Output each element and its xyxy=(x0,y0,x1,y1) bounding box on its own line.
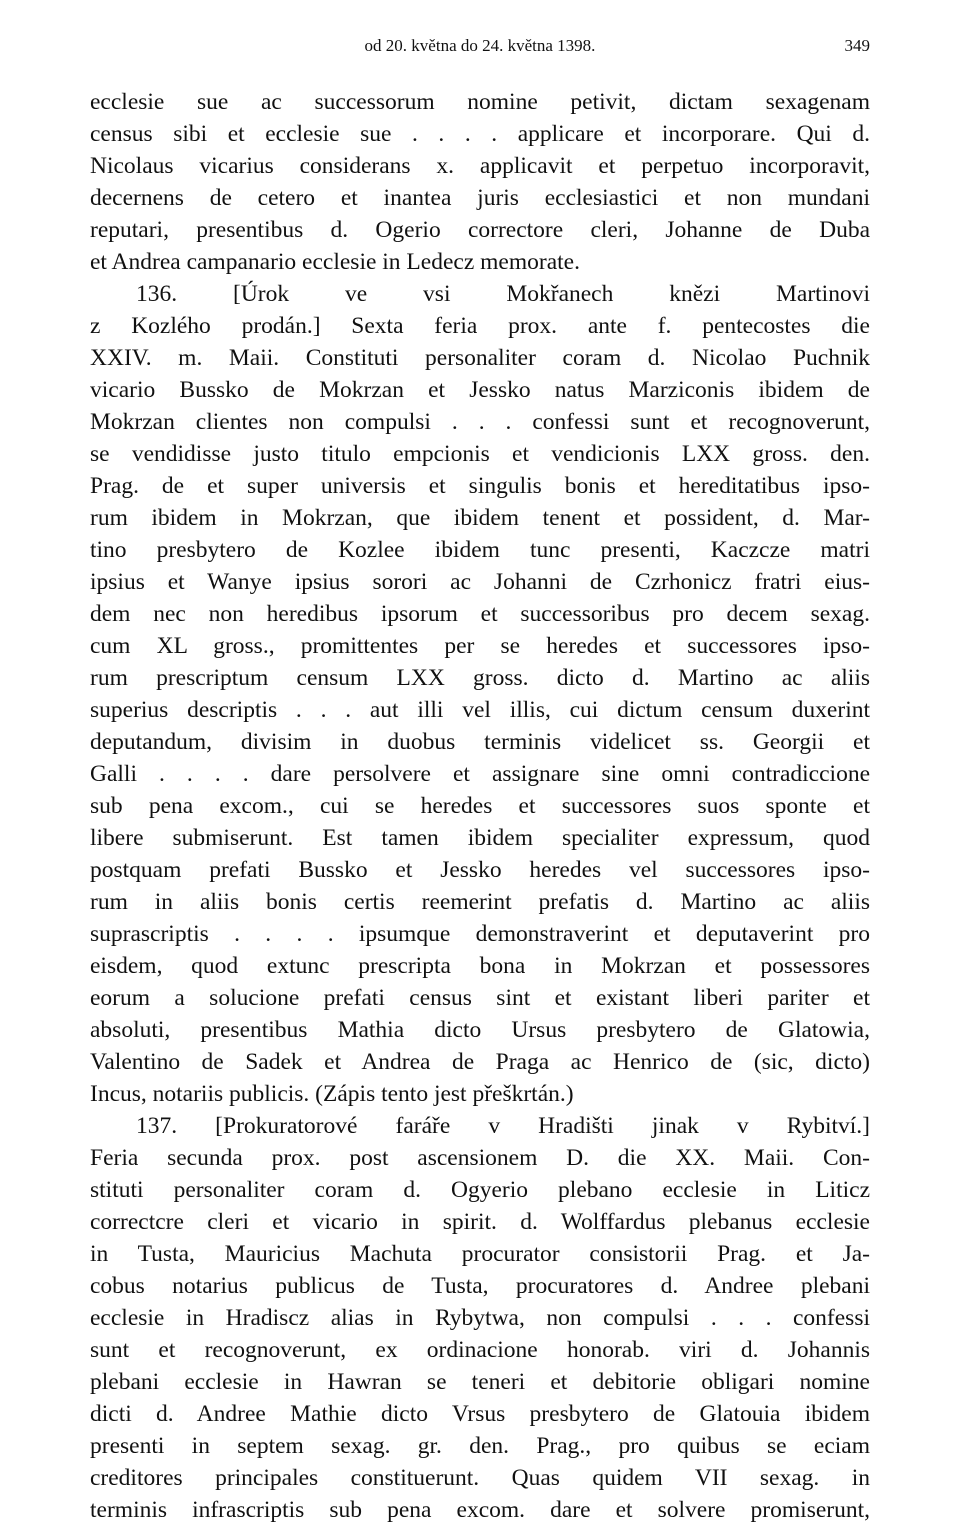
text-line: terminis infrascriptis sub pena excom. dare et solvere promiserunt, xyxy=(90,1497,870,1523)
text-line: rum ibidem in Mokrzan, que ibidem tenent et possident, d. Mar- xyxy=(90,505,870,531)
text-line: cum XL gross., promittentes per se heredes et successores ipso- xyxy=(90,633,870,659)
text-line: census sibi et ecclesie sue . . . . applicare et incorporare. Qui d. xyxy=(90,121,870,147)
text-line: dicti d. Andree Mathie dicto Vrsus presbytero de Glatouia ibidem xyxy=(90,1401,870,1427)
text-line: Galli . . . . dare persolvere et assignare sine omni contradiccione xyxy=(90,761,870,787)
text-line: deputandum, divisim in duobus terminis videlicet ss. Georgii et xyxy=(90,729,870,755)
text-line: correctcre cleri et vicario in spirit. d. Wolffardus plebanus ecclesie xyxy=(90,1209,870,1235)
text-line: plebani ecclesie in Hawran se teneri et debitorie obligari nomine xyxy=(90,1369,870,1395)
text-line: superius descriptis . . . aut illi vel illis, cui dictum censum duxerint xyxy=(90,697,870,723)
text-line: dem nec non heredibus ipsorum et successoribus pro decem sexag. xyxy=(90,601,870,627)
text-line: Nicolaus vicarius considerans x. applicavit et perpetuo incorporavit, xyxy=(90,153,870,179)
text-line: creditores principales constituerunt. Quas quidem VII sexag. in xyxy=(90,1465,870,1491)
text-line: sunt et recognoverunt, ex ordinacione honorab. viri d. Johannis xyxy=(90,1337,870,1363)
text-line: Valentino de Sadek et Andrea de Praga ac Henrico de (sic, dicto) xyxy=(90,1049,870,1075)
text-line: 137. [Prokuratorové faráře v Hradišti jinak v Rybitví.] xyxy=(136,1113,870,1139)
text-line: postquam prefati Bussko et Jessko heredes vel successores ipso- xyxy=(90,857,870,883)
text-line: rum prescriptum censum LXX gross. dicto d. Martino ac aliis xyxy=(90,665,870,691)
page-number: 349 xyxy=(844,36,870,55)
text-line: eisdem, quod extunc prescripta bona in Mokrzan et possessores xyxy=(90,953,870,979)
text-line: 136. [Úrok ve vsi Mokřanech knězi Martinovi xyxy=(136,281,870,307)
text-line: z Kozlého prodán.] Sexta feria prox. ante f. pentecostes die xyxy=(90,313,870,339)
text-line: rum in aliis bonis certis reemerint prefatis d. Martino ac aliis xyxy=(90,889,870,915)
text-line: sub pena excom., cui se heredes et successores suos sponte et xyxy=(90,793,870,819)
body-text xyxy=(90,86,870,1526)
running-head xyxy=(90,34,870,58)
text-line: XXIV. m. Maii. Constituti personaliter coram d. Nicolao Puchnik xyxy=(90,345,870,371)
text-line: stituti personaliter coram d. Ogyerio plebano ecclesie in Liticz xyxy=(90,1177,870,1203)
text-line: et Andrea campanario ecclesie in Ledecz memorate. xyxy=(90,249,580,275)
text-line: libere submiserunt. Est tamen ibidem specialiter expressum, quod xyxy=(90,825,870,851)
text-line: cobus notarius publicus de Tusta, procuratores d. Andree plebani xyxy=(90,1273,870,1299)
text-line: Feria secunda prox. post ascensionem D. die XX. Maii. Con- xyxy=(90,1145,870,1171)
text-line: ipsius et Wanye ipsius sorori ac Johanni de Czrhonicz fratri eius- xyxy=(90,569,870,595)
text-line: eorum a solucione prefati census sint et existant liberi pariter et xyxy=(90,985,870,1011)
text-line: Incus, notariis publicis. (Zápis tento jest přeškrtán.) xyxy=(90,1081,574,1107)
text-line: Prag. de et super universis et singulis bonis et hereditatibus ipso- xyxy=(90,473,870,499)
text-line: ecclesie sue ac successorum nomine petivit, dictam sexagenam xyxy=(90,89,870,115)
text-line: presenti in septem sexag. gr. den. Prag., pro quibus se eciam xyxy=(90,1433,870,1459)
document-page xyxy=(90,0,870,1523)
text-line: ecclesie in Hradiscz alias in Rybytwa, non compulsi . . . confessi xyxy=(90,1305,870,1331)
text-line: suprascriptis . . . . ipsumque demonstraverint et deputaverint pro xyxy=(90,921,870,947)
text-line: in Tusta, Mauricius Machuta procurator consistorii Prag. et Ja- xyxy=(90,1241,870,1267)
text-line: absoluti, presentibus Mathia dicto Ursus presbytero de Glatowia, xyxy=(90,1017,870,1043)
text-line: reputari, presentibus d. Ogerio correctore cleri, Johanne de Duba xyxy=(90,217,870,243)
text-line: se vendidisse justo titulo empcionis et vendicionis LXX gross. den. xyxy=(90,441,870,467)
text-line: decernens de cetero et inantea juris ecclesiastici et non mundani xyxy=(90,185,870,211)
text-line: Mokrzan clientes non compulsi . . . confessi sunt et recognoverunt, xyxy=(90,409,870,435)
running-title: od 20. května do 24. května 1398. xyxy=(364,36,596,55)
text-line: vicario Bussko de Mokrzan et Jessko natus Marziconis ibidem de xyxy=(90,377,870,403)
text-line: tino presbytero de Kozlee ibidem tunc presenti, Kaczcze matri xyxy=(90,537,870,563)
